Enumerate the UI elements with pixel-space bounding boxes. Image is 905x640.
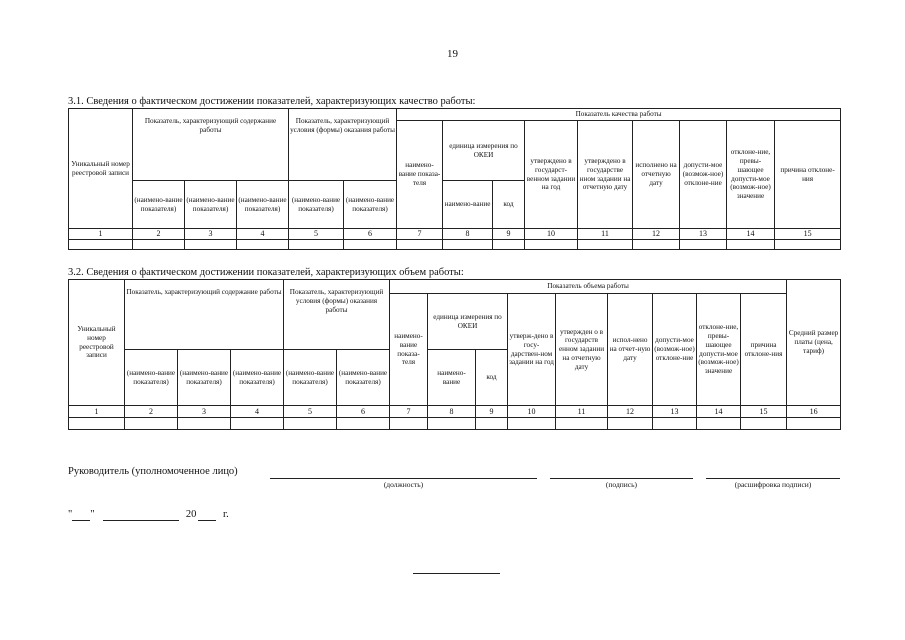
signature-line[interactable] (550, 478, 693, 479)
sub-indicator-name: (наимено-вание показателя) (289, 181, 344, 229)
data-cell[interactable] (653, 418, 697, 430)
column-number: 7 (397, 229, 443, 240)
sub-indicator-name: (наимено-вание показателя) (125, 350, 178, 406)
decoding-line[interactable] (706, 478, 840, 479)
column-number: 6 (337, 406, 390, 418)
column-number: 12 (633, 229, 680, 240)
column-number: 13 (680, 229, 727, 240)
col-quality-group: Показатель качества работы (397, 109, 841, 121)
column-number: 4 (237, 229, 289, 240)
col-average-price: Средний размер платы (цена, тариф) (787, 280, 841, 406)
data-cell[interactable] (344, 240, 397, 250)
col-approved-date: утверждено в государстве нном задании на отчетную дату (578, 121, 633, 229)
column-number: 1 (69, 229, 133, 240)
column-number: 13 (653, 406, 697, 418)
data-cell[interactable] (397, 240, 443, 250)
empty-data-row (69, 418, 841, 430)
column-number: 15 (741, 406, 787, 418)
data-cell[interactable] (133, 240, 185, 250)
column-number: 14 (727, 229, 775, 240)
col-unit: единица измерения по ОКЕИ (443, 121, 525, 181)
col-allowed-deviation: допусти-мое (возмож-ное) отклоне-ние (680, 121, 727, 229)
col-unique-number: Уникальный номер реестровой записи (69, 109, 133, 229)
col-content-indicator: Показатель, характеризующий содержание работы (125, 280, 284, 350)
data-cell[interactable] (525, 240, 578, 250)
data-cell[interactable] (125, 418, 178, 430)
data-cell[interactable] (337, 418, 390, 430)
data-cell[interactable] (69, 418, 125, 430)
column-number-row (69, 229, 841, 240)
column-number: 9 (476, 406, 508, 418)
data-cell[interactable] (69, 240, 133, 250)
col-conditions-indicator: Показатель, характеризующий условия (формы) оказания работы (289, 109, 397, 181)
column-number: 3 (185, 229, 237, 240)
data-cell[interactable] (390, 418, 428, 430)
column-number: 3 (178, 406, 231, 418)
date-quote-open: " (68, 509, 73, 520)
col-unit-name: наимено-вание (428, 350, 476, 406)
col-executed: исполнено на отчетную дату (633, 121, 680, 229)
data-cell[interactable] (578, 240, 633, 250)
data-cell[interactable] (775, 240, 841, 250)
quality-table (68, 108, 841, 250)
col-exceeding-deviation: отклоне-ние, превы-шающее допусти-мое (возмож-ное) значение (697, 294, 741, 406)
data-cell[interactable] (185, 240, 237, 250)
data-cell[interactable] (508, 418, 556, 430)
year-prefix: 20 (185, 509, 197, 520)
day-blank[interactable] (72, 509, 90, 521)
section-1-title: 3.1. Сведения о фактическом достижении показателей, характеризующих качество работы: (68, 96, 476, 107)
sub-indicator-name: (наимено-вание показателя) (284, 350, 337, 406)
sub-indicator-name: (наимено-вание показателя) (237, 181, 289, 229)
column-number: 8 (428, 406, 476, 418)
data-cell[interactable] (476, 418, 508, 430)
data-cell[interactable] (787, 418, 841, 430)
column-number: 5 (284, 406, 337, 418)
col-approved-date: утвержден о в государств енном задании на отчетную дату (556, 294, 608, 406)
data-cell[interactable] (178, 418, 231, 430)
section-2-title: 3.2. Сведения о фактическом достижении показателей, характеризующих объем работы: (68, 267, 464, 278)
data-cell[interactable] (680, 240, 727, 250)
column-number: 2 (125, 406, 178, 418)
column-number: 2 (133, 229, 185, 240)
data-cell[interactable] (231, 418, 284, 430)
date-quote-close: " (90, 509, 95, 520)
column-number: 9 (493, 229, 525, 240)
data-cell[interactable] (289, 240, 344, 250)
data-cell[interactable] (556, 418, 608, 430)
position-line[interactable] (270, 478, 537, 479)
data-cell[interactable] (608, 418, 653, 430)
col-allowed-deviation: допусти-мое (возмож-ное) отклоне-ние (653, 294, 697, 406)
column-number: 6 (344, 229, 397, 240)
date-line (68, 509, 229, 521)
column-number: 12 (608, 406, 653, 418)
col-conditions-indicator: Показатель, характеризующий условия (формы) оказания работы (284, 280, 390, 350)
sub-indicator-name: (наимено-вание показателя) (231, 350, 284, 406)
col-approved-year: утверждено в государст-венном задании на год (525, 121, 578, 229)
month-blank[interactable] (103, 509, 179, 521)
col-content-indicator: Показатель, характеризующий содержание работы (133, 109, 289, 181)
column-number: 14 (697, 406, 741, 418)
sub-indicator-name: (наимено-вание показателя) (178, 350, 231, 406)
col-unit-code: код (476, 350, 508, 406)
column-number-row (69, 406, 841, 418)
sub-indicator-name: (наимено-вание показателя) (133, 181, 185, 229)
data-cell[interactable] (633, 240, 680, 250)
data-cell[interactable] (493, 240, 525, 250)
col-deviation-reason: причина отклоне-ния (775, 121, 841, 229)
column-number: 11 (578, 229, 633, 240)
footnote-separator (413, 573, 500, 574)
data-cell[interactable] (727, 240, 775, 250)
data-cell[interactable] (697, 418, 741, 430)
page-number: 19 (447, 48, 458, 60)
col-approved-year: утверж-дено в госу-дарствен-ном задании на год (508, 294, 556, 406)
col-deviation-reason: причина отклоне-ния (741, 294, 787, 406)
column-number: 10 (525, 229, 578, 240)
empty-data-row (69, 240, 841, 250)
data-cell[interactable] (443, 240, 493, 250)
column-number: 4 (231, 406, 284, 418)
data-cell[interactable] (284, 418, 337, 430)
decoding-caption: (расшифровка подписи) (734, 480, 812, 489)
column-number: 5 (289, 229, 344, 240)
col-exceeding-deviation: отклоне-ние, превы-шающее допусти-мое (возмож-ное) значение (727, 121, 775, 229)
year-blank[interactable] (198, 509, 216, 521)
column-number: 11 (556, 406, 608, 418)
column-number: 16 (787, 406, 841, 418)
col-unit-code: код (493, 181, 525, 229)
column-number: 8 (443, 229, 493, 240)
col-indicator-name: наимено-вание показа-теля (390, 294, 428, 406)
signature-label: Руководитель (уполномоченное лицо) (68, 466, 238, 477)
data-cell[interactable] (741, 418, 787, 430)
position-caption: (должность) (383, 480, 424, 489)
column-number: 15 (775, 229, 841, 240)
volume-table (68, 279, 841, 430)
col-executed: испол-нено на отчет-ную дату (608, 294, 653, 406)
column-number: 1 (69, 406, 125, 418)
col-unit: единица измерения по ОКЕИ (428, 294, 508, 350)
signature-caption: (подпись) (605, 480, 638, 489)
column-number: 10 (508, 406, 556, 418)
col-unit-name: наимено-вание (443, 181, 493, 229)
data-cell[interactable] (237, 240, 289, 250)
column-number: 7 (390, 406, 428, 418)
sub-indicator-name: (наимено-вание показателя) (337, 350, 390, 406)
sub-indicator-name: (наимено-вание показателя) (185, 181, 237, 229)
col-volume-group: Показатель объема работы (390, 280, 787, 294)
col-unique-number: Уникальный номер реестровой записи (69, 280, 125, 406)
year-suffix: г. (222, 509, 229, 520)
sub-indicator-name: (наимено-вание показателя) (344, 181, 397, 229)
data-cell[interactable] (428, 418, 476, 430)
col-indicator-name: наимено-вание показа-теля (397, 121, 443, 229)
